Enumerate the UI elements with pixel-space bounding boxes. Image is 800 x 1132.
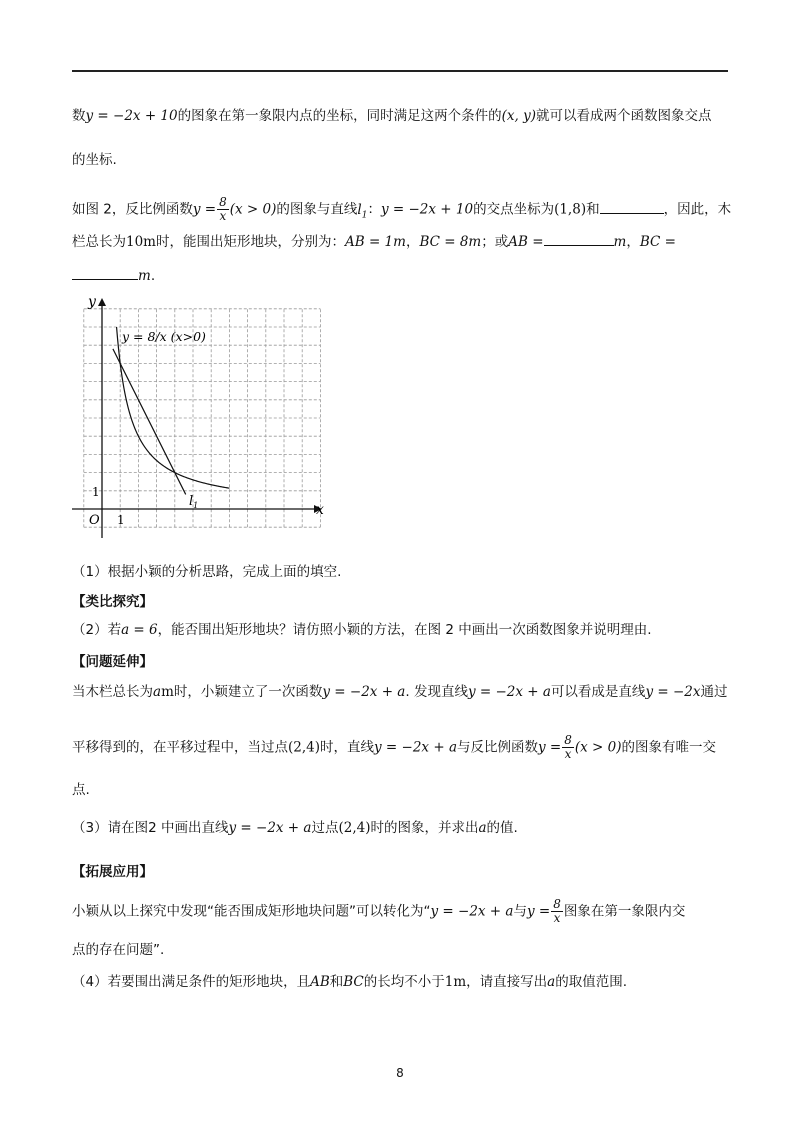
hyperbola-curve	[117, 327, 230, 488]
question-2: （2）若a = 6，能否围出矩形地块？请仿照小颖的方法，在图 2 中画出一次函数图象并说明理由.	[72, 622, 652, 638]
x-tick-1: 1	[117, 513, 125, 527]
text-extend-1: 当木栏总长为am时，小颖建立了一次函数y = −2x + a. 发现直线y = −2x + a可以看成是直线y = −2x通过	[72, 684, 728, 700]
text-apply-2: 点的存在问题”.	[72, 942, 165, 958]
answer-blank-bc[interactable]	[72, 267, 138, 280]
text-line-2: 的坐标.	[72, 152, 117, 168]
question-3: （3）请在图2 中画出直线y = −2x + a过点(2,4)时的图象，并求出a的值.	[72, 820, 518, 836]
curve-label: y = 8/x (x>0)	[122, 329, 206, 344]
answer-blank-ab[interactable]	[544, 233, 614, 246]
text-apply-1: 小颖从以上探究中发现“能否围成矩形地块问题”可以转化为“y = −2x + a与y = $\frac{8}{x}$ 图象在第一象限内交	[72, 897, 686, 925]
fraction-8-over-x: $\frac{8}{x}$	[219, 195, 227, 223]
origin-label: O	[89, 513, 100, 528]
text-line-4: 栏总长为10m时，能围出矩形地块，分别为：AB = 1m，BC = 8m；或AB = m，BC =	[72, 234, 676, 250]
fraction-8-over-x: $\frac{8}{x}$	[553, 897, 561, 925]
heading-analogy: 【类比探究】	[72, 594, 153, 610]
y-axis-label: y	[88, 294, 96, 310]
question-4: （4）若要围出满足条件的矩形地块，且AB和BC的长均不小于1m，请直接写出a的取值范围.	[72, 974, 628, 990]
header-rule	[72, 70, 728, 72]
equation-line-l1: y = −2x + 10	[85, 108, 178, 124]
y-tick-1: 1	[92, 485, 100, 499]
point-xy: (x, y)	[501, 108, 536, 124]
heading-extend: 【问题延伸】	[72, 654, 153, 670]
heading-apply: 【拓展应用】	[72, 864, 153, 880]
question-1: （1）根据小颖的分析思路，完成上面的填空.	[72, 564, 342, 580]
figure-2-graph	[72, 290, 332, 540]
text-extend-3: 点.	[72, 782, 90, 798]
text-line-1: 数y = −2x + 10的图象在第一象限内点的坐标，同时满足这两个条件的(x, y)就可以看成两个函数图象交点	[72, 108, 712, 124]
text-line-3: 如图 2，反比例函数y = $\frac{8}{x}$ (x > 0)的图象与直线$l_1$：y = −2x + 10的交点坐标为(1,8)和 ，因此，木	[72, 195, 732, 223]
answer-blank-point[interactable]	[600, 201, 664, 214]
text-extend-2: 平移得到的，在平移过程中，当过点(2,4)时，直线y = −2x + a与反比例函数y = $\frac{8}{x}$ (x > 0)的图象有唯一交	[72, 733, 717, 761]
line-l1-label: $l_1$	[189, 494, 199, 510]
text-line-5: m.	[72, 266, 732, 286]
x-axis-label: x	[316, 502, 324, 518]
y-axis-arrow	[98, 298, 106, 306]
page-number: 8	[396, 1066, 404, 1080]
fraction-8-over-x: $\frac{8}{x}$	[564, 733, 572, 761]
